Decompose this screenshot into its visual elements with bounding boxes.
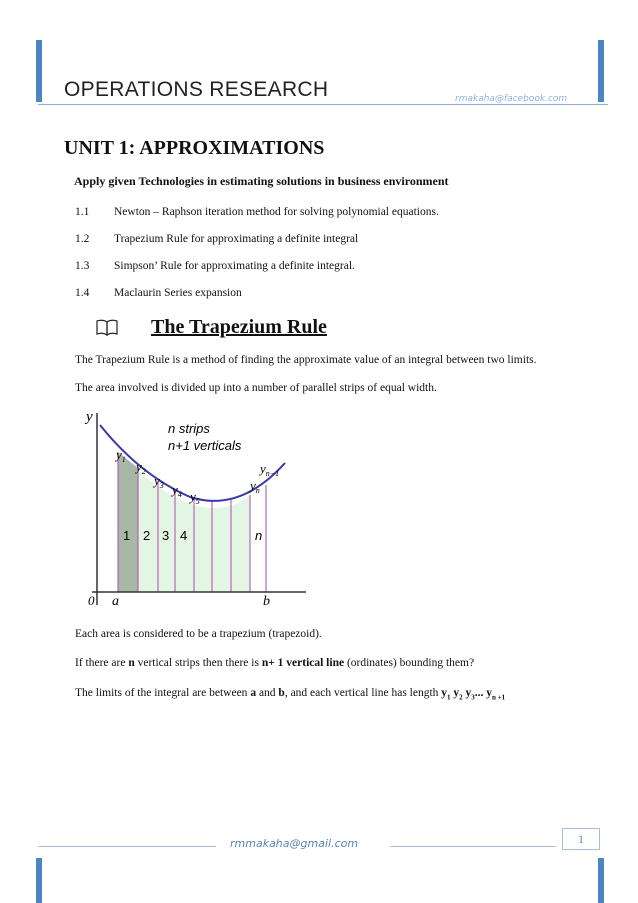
paragraph-strips: If there are n vertical strips then there is n+ 1 vertical line (ordinates) bounding them? [75, 657, 475, 669]
footer-rule-right [390, 846, 556, 847]
y1-label: $y_1$ [116, 447, 126, 464]
strip-label-n: n [255, 528, 263, 543]
trapezium-rule-diagram [70, 405, 310, 615]
unit-subtitle: Apply given Technologies in estimating solutions in business environment [74, 174, 449, 188]
toc-number: 1.2 [75, 233, 90, 245]
right-footer-bar [598, 858, 604, 903]
y2-label: $y_2$ [136, 459, 146, 476]
paragraph-limits: The limits of the integral are between a and b, and each vertical line has length $y_1$ $y_2$ $y_3$... $y_{n +1}$ [75, 687, 506, 702]
yn-label: $y_n$ [250, 478, 260, 495]
strip-label-3: 3 [162, 528, 170, 543]
left-accent-bar [36, 40, 42, 102]
header-title: OPERATIONS RESEARCH [64, 78, 329, 101]
intro-paragraph-1: The Trapezium Rule is a method of finding the approximate value of an integral between two limits. [75, 354, 537, 366]
y3-label: $y_3$ [154, 473, 164, 490]
legend-verticals: n+1 verticals [168, 438, 242, 453]
toc-item-trapezium: Trapezium Rule for approximating a definite integral [114, 233, 359, 245]
toc-number: 1.4 [75, 287, 90, 299]
strip-label-4: 4 [180, 528, 188, 543]
toc-number: 1.1 [75, 206, 90, 218]
a-label: a [112, 594, 119, 609]
yn-minus-1-label: $y_{n-1}$ [260, 461, 280, 478]
footer-rule-left [38, 846, 216, 847]
book-icon [96, 318, 118, 336]
paragraph-trapezium: Each area is considered to be a trapezium (trapezoid). [75, 628, 322, 640]
right-accent-bar [598, 40, 604, 102]
shaded-first-strip [118, 452, 138, 592]
strip-label-2: 2 [143, 528, 151, 543]
unit-title: UNIT 1: APPROXIMATIONS [64, 137, 325, 159]
page-number: 1 [562, 828, 600, 850]
toc-item-simpson: Simpson’ Rule for approximating a definite integral. [114, 260, 355, 272]
toc-item-maclaurin: Maclaurin Series expansion [114, 287, 242, 299]
left-footer-bar [36, 858, 42, 903]
y5-label: $y_5$ [190, 489, 200, 506]
legend-strips: n strips [168, 421, 210, 436]
strip-label-1: 1 [123, 528, 131, 543]
b-label: b [263, 594, 270, 609]
footer-email: rmmakaha@gmail.com [230, 837, 359, 850]
intro-paragraph-2: The area involved is divided up into a number of parallel strips of equal width. [75, 382, 437, 394]
y-axis-label: y [86, 409, 93, 425]
header-rule [38, 104, 608, 105]
header-email: rmakaha@facebook.com [455, 94, 568, 104]
toc-number: 1.3 [75, 260, 90, 272]
section-title: The Trapezium Rule [151, 316, 327, 338]
origin-label: 0 [88, 593, 95, 608]
y4-label: $y_4$ [172, 482, 182, 499]
toc-item-newton-raphson: Newton – Raphson iteration method for solving polynomial equations. [114, 206, 439, 218]
